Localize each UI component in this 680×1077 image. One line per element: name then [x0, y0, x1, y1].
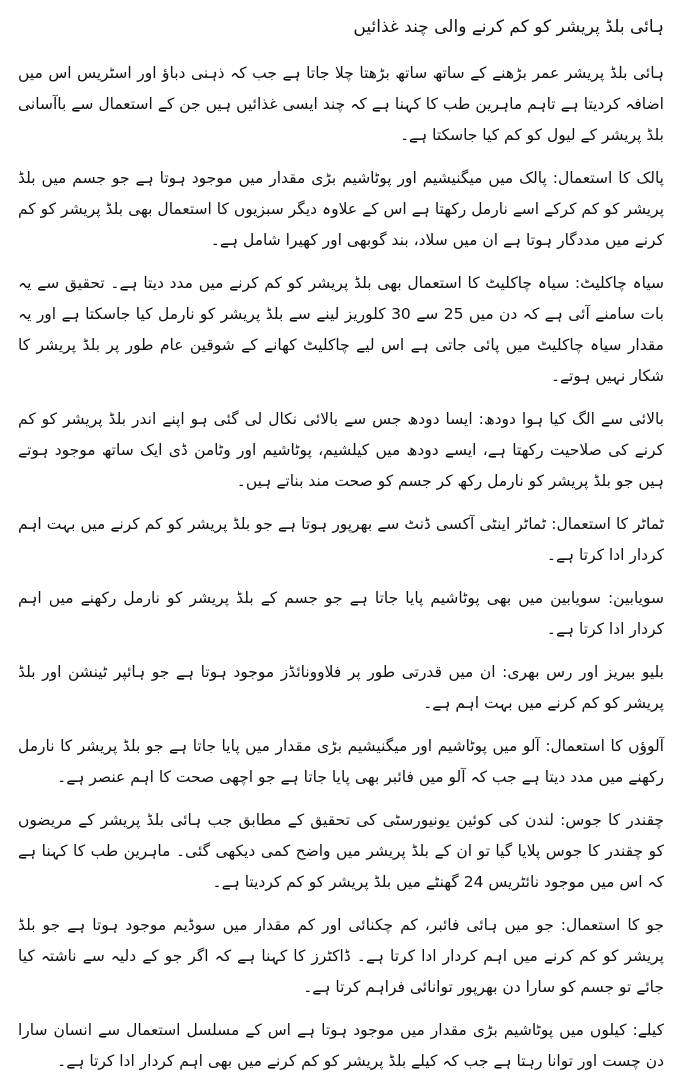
- paragraph-skimmed-milk: بالائی سے الگ کیا ہوا دودھ: ایسا دودھ جس سے بالائی نکال لی گئی ہو اپنے اندر بلڈ پریشر کو کم کرنے کی صلاحیت رکھتا ہے، ایسے دودھ میں کیلشیم، پوٹاشیم اور وٹامن ڈی ایک ساتھ موجود ہوتے ہیں جو بلڈ پریشر کو نارمل رکھ کر جسم کو صحت مند بناتے ہیں۔: [18, 410, 664, 490]
- paragraph-tomato: ٹماٹر کا استعمال: ٹماٹر اینٹی آکسی ڈنٹ سے بھرپور ہوتا ہے جو بلڈ پریشر کو کم کرنے میں بہت اہم کردار ادا کرتا ہے۔: [18, 515, 664, 564]
- paragraph-barley: جو کا استعمال: جو میں ہائی فائبر، کم چکنائی اور کم مقدار میں سوڈیم موجود ہوتا ہے جو بلڈ پریشر کو کم کرنے میں اہم کردار ادا کرتا ہے۔ ڈاکٹرز کا کہنا ہے کہ اگر جو کے دلیہ سے ناشتہ کیا جائے تو جسم کو سارا دن بھرپور توانائی فراہم کرتا ہے۔: [18, 916, 664, 996]
- paragraph-intro: ہائی بلڈ پریشر عمر بڑھنے کے ساتھ ساتھ بڑھتا چلا جاتا ہے جب کہ ذہنی دباؤ اور اسٹریس اس میں اضافہ کردیتا ہے تاہم ماہرین طب کا کہنا ہے کہ چند ایسی غذائیں ہیں جن کے استعمال سے باآسانی بلڈ پریشر کے لیول کو کم کیا جاسکتا ہے۔: [18, 64, 664, 144]
- paragraph-soybean: سویابین: سویابین میں بھی پوٹاشیم پایا جاتا ہے جو جسم کے بلڈ پریشر کو نارمل رکھنے میں اہم کردار ادا کرتا ہے۔: [18, 589, 664, 638]
- paragraph-dark-chocolate: سیاہ چاکلیٹ: سیاہ چاکلیٹ کا استعمال بھی بلڈ پریشر کو کم کرنے میں مدد دیتا ہے۔ تحقیق سے یہ بات سامنے آئی ہے کہ دن میں 25 سے 30 کلوریز لینے سے بلڈ پریشر کو نارمل کیا جاسکتا ہے اور یہ مقدار سیاہ چاکلیٹ میں پائی جاتی ہے اس لیے چاکلیٹ کھانے کے شوقین عام طور پر بلڈ پریشر کا شکار نہیں ہوتے۔: [18, 274, 664, 385]
- article-title: ہائی بلڈ پریشر کو کم کرنے والی چند غذائیں: [353, 17, 664, 37]
- paragraph-bananas: کیلے: کیلوں میں پوٹاشیم بڑی مقدار میں موجود ہوتا ہے اس کے مسلسل استعمال سے انسان سارا دن چست اور توانا رہتا ہے جب کہ کیلے بلڈ پریشر کو کم کرنے میں بھی اہم کردار ادا کرتا ہے۔: [18, 1021, 664, 1070]
- paragraph-berries: بلیو بیریز اور رس بھری: ان میں قدرتی طور پر فلاوونائڈز موجود ہوتا ہے جو ہائپر ٹینشن اور بلڈ پریشر کو کم کرنے میں بہت اہم ہے۔: [18, 663, 664, 712]
- paragraph-beetroot-juice: چقندر کا جوس: لندن کی کوئین یونیورسٹی کی تحقیق کے مطابق جب ہائی بلڈ پریشر کے مریضوں کو چقندر کا جوس پلایا گیا تو ان کے بلڈ پریشر میں واضح کمی دیکھی گئی۔ ماہرین طب کا کہنا ہے کہ اس میں موجود نائٹریس 24 گھنٹے میں بلڈ پریشر کو کم کردیتا ہے۔: [18, 811, 664, 891]
- paragraph-potatoes: آلوؤں کا استعمال: آلو میں پوٹاشیم اور میگنیشیم بڑی مقدار میں پایا جاتا ہے جو بلڈ پریشر کا نارمل رکھنے میں مدد دیتا ہے جب کہ آلو میں فائبر بھی پایا جاتا ہے جو اچھی صحت کا اہم عنصر ہے۔: [18, 737, 664, 786]
- paragraph-spinach: پالک کا استعمال: پالک میں میگنیشیم اور پوٹاشیم بڑی مقدار میں موجود ہوتا ہے جو جسم میں بلڈ پریشر کو کم کرکے اسے نارمل رکھتا ہے اس کے علاوہ دیگر سبزیوں کا استعمال بھی بلڈ پریشر کو کم کرنے میں مددگار ہوتا ہے ان میں سلاد، بند گوبھی اور کھیرا شامل ہے۔: [18, 169, 664, 249]
